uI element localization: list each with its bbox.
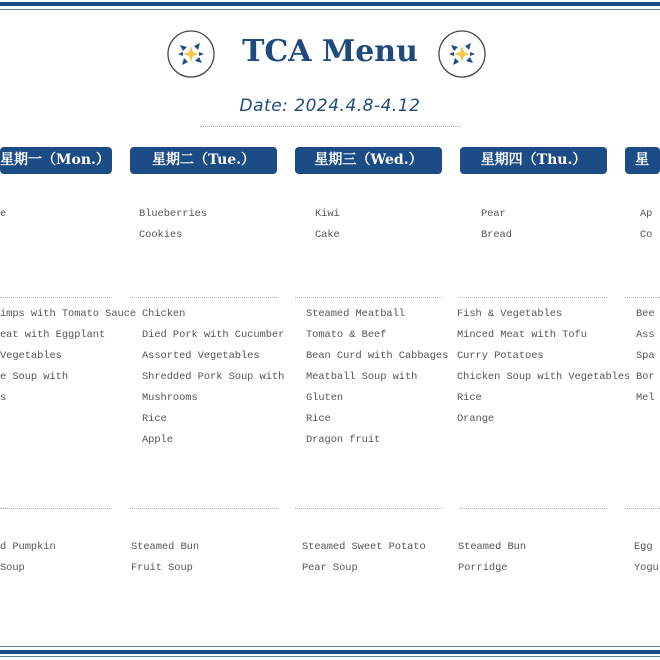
section-divider (460, 508, 607, 509)
lunch-item: Gluten (306, 392, 344, 404)
top-border-thin (0, 9, 660, 10)
lunch-item: Minced Meat with Tofu (457, 329, 587, 341)
lunch-item: Bean Curd with Cabbages (306, 350, 449, 362)
lunch-item: imps with Tomato Sauce (0, 308, 137, 320)
divider (200, 126, 460, 127)
lunch-item: Spa (636, 350, 655, 362)
lunch-list (636, 304, 655, 409)
snack-item: Co (640, 229, 653, 241)
snack-item: e (0, 208, 7, 220)
dinner-list (634, 537, 659, 579)
lunch-item: Rice (306, 413, 331, 425)
dinner-item: Pear Soup (302, 562, 358, 574)
dinner-list (302, 537, 426, 579)
snack-list (139, 204, 207, 246)
snack-item: Bread (481, 229, 512, 241)
lunch-item: Dragon fruit (306, 434, 381, 446)
date-range: Date: 2024.4.8-4.12 (239, 96, 421, 116)
lunch-item: Shredded Pork Soup with (142, 371, 285, 383)
bottom-border-thin (0, 646, 660, 647)
snack-item: Kiwi (315, 208, 340, 220)
lunch-item: Meatball Soup with (306, 371, 418, 383)
lunch-item: Vegetables (0, 350, 62, 362)
lunch-item: Curry Potatoes (457, 350, 544, 362)
lunch-item: Tomato & Beef (306, 329, 387, 341)
snack-item: Pear (481, 208, 506, 220)
dinner-item: Steamed Bun (131, 541, 200, 553)
snack-item: Cake (315, 229, 340, 241)
section-divider (625, 508, 660, 509)
lunch-item: Fish & Vegetables (457, 308, 563, 320)
lunch-item: Bor (636, 371, 655, 383)
lunch-item: Steamed Meatball (306, 308, 405, 320)
section-divider (295, 508, 442, 509)
dinner-list (458, 537, 526, 579)
lunch-item: eat with Eggplant (0, 329, 106, 341)
lunch-item: Chicken (142, 308, 186, 320)
snack-list (315, 204, 340, 246)
day-header: 星 (625, 147, 660, 174)
snack-item: Blueberries (139, 208, 208, 220)
lunch-item: Assorted Vegetables (142, 350, 260, 362)
bottom-border-thick (0, 650, 660, 654)
section-divider (0, 508, 112, 509)
lunch-item: s (0, 392, 7, 404)
lunch-item: Ass (636, 329, 655, 341)
snack-list (640, 204, 652, 246)
lunch-item: Apple (142, 434, 173, 446)
dinner-item: Steamed Bun (458, 541, 527, 553)
dinner-item: Porridge (458, 562, 508, 574)
day-header: 星期三（Wed.） (295, 147, 442, 174)
dinner-item: Fruit Soup (131, 562, 193, 574)
day-header: 星期一（Mon.） (0, 147, 112, 174)
lunch-list (142, 304, 284, 451)
lunch-item: Orange (457, 413, 495, 425)
section-divider (460, 297, 607, 298)
lunch-item: Chicken Soup with Vegetables (457, 371, 631, 383)
section-divider (0, 297, 112, 298)
day-header: 星期四（Thu.） (460, 147, 607, 174)
section-divider (295, 297, 442, 298)
dinner-list (0, 537, 56, 579)
lunch-item: Mel (636, 392, 655, 404)
lunch-list (0, 304, 136, 409)
snack-item: Cookies (139, 229, 183, 241)
section-divider (130, 508, 277, 509)
section-divider (625, 297, 660, 298)
lunch-item: Rice (142, 413, 167, 425)
lunch-list (306, 304, 448, 451)
dinner-item: Soup (0, 562, 25, 574)
lunch-list (457, 304, 630, 430)
dinner-item: Steamed Sweet Potato (302, 541, 426, 553)
lunch-item: Rice (457, 392, 482, 404)
page-title: TCA Menu (242, 34, 418, 69)
lunch-item: Died Pork with Cucumber (142, 329, 285, 341)
lunch-item: e Soup with (0, 371, 69, 383)
top-border-thick (0, 2, 660, 6)
section-divider (130, 297, 277, 298)
day-header: 星期二（Tue.） (130, 147, 277, 174)
snack-list (481, 204, 512, 246)
lunch-item: Mushrooms (142, 392, 198, 404)
dinner-list (131, 537, 199, 579)
bottom-border-thin-2 (0, 656, 660, 657)
lunch-item: Bee (636, 308, 655, 320)
snack-list (0, 204, 6, 225)
dinner-item: Egg (634, 541, 653, 553)
dinner-item: Yogu (634, 562, 659, 574)
snack-item: Ap (640, 208, 653, 220)
dinner-item: d Pumpkin (0, 541, 56, 553)
